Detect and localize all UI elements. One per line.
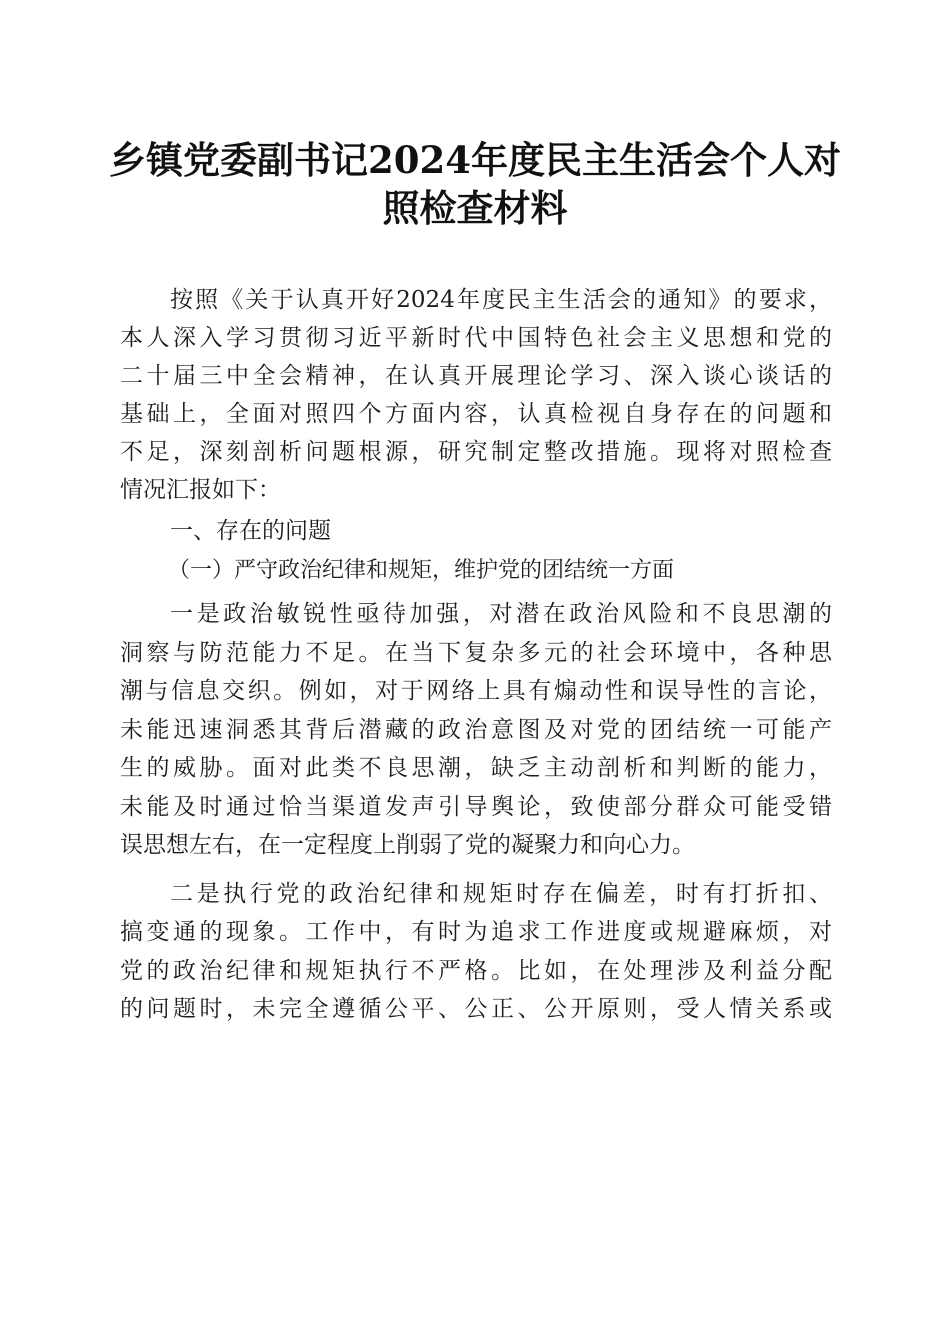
point-one-line-7: 误思想左右，在一定程度上削弱了党的凝聚力和向心力。 xyxy=(120,832,695,858)
intro-paragraph xyxy=(120,281,832,509)
point-one-line-6: 未能及时通过恰当渠道发声引导舆论，致使部分群众可能受错 xyxy=(120,793,832,820)
point-two-line-3: 党的政治纪律和规矩执行不严格。比如，在处理涉及利益分配 xyxy=(120,957,832,984)
point-one-line-5: 生的威胁。面对此类不良思潮，缺乏主动剖析和判断的能力， xyxy=(120,755,832,781)
intro-line-2: 本人深入学习贯彻习近平新时代中国特色社会主义思想和党的 xyxy=(120,325,832,351)
intro-line-3: 二十届三中全会精神，在认真开展理论学习、深入谈心谈话的 xyxy=(120,363,832,389)
subsection-heading-political-discipline: （一）严守政治纪律和规矩，维护党的团结统一方面 xyxy=(168,558,675,583)
section-heading-problems: 一、存在的问题 xyxy=(170,518,331,544)
document-title xyxy=(100,136,850,232)
document-body xyxy=(120,281,832,1029)
intro-line-6: 情况汇报如下： xyxy=(120,477,281,503)
point-two-line-4: 的问题时，未完全遵循公平、公正、公开原则，受人情关系或 xyxy=(120,996,832,1022)
point-two-line-2: 搞变通的现象。工作中，有时为追求工作进度或规避麻烦，对 xyxy=(120,919,832,945)
title-line-2: 照检查材料 xyxy=(382,186,568,230)
point-one-line-4: 未能迅速洞悉其背后潜藏的政治意图及对党的团结统一可能产 xyxy=(120,716,832,743)
point-two-line-1: 二是执行党的政治纪律和规矩时存在偏差，时有打折扣、 xyxy=(170,880,832,907)
intro-line-4: 基础上，全面对照四个方面内容，认真检视自身存在的问题和 xyxy=(120,401,832,427)
title-line-1: 乡镇党委副书记2024年度民主生活会个人对 xyxy=(109,138,841,182)
point-one-line-3: 潮与信息交织。例如，对于网络上具有煽动性和误导性的言论， xyxy=(120,678,832,704)
point-two-paragraph xyxy=(120,875,832,1029)
point-one-line-2: 洞察与防范能力不足。在当下复杂多元的社会环境中，各种思 xyxy=(120,639,832,666)
intro-line-1: 按照《关于认真开好2024年度民主生活会的通知》的要求， xyxy=(170,287,832,313)
intro-line-5: 不足，深刻剖析问题根源，研究制定整改措施。现将对照检查 xyxy=(120,439,832,465)
point-one-line-1: 一是政治敏锐性亟待加强，对潜在政治风险和不良思潮的 xyxy=(170,601,832,627)
point-one-paragraph xyxy=(120,595,832,865)
